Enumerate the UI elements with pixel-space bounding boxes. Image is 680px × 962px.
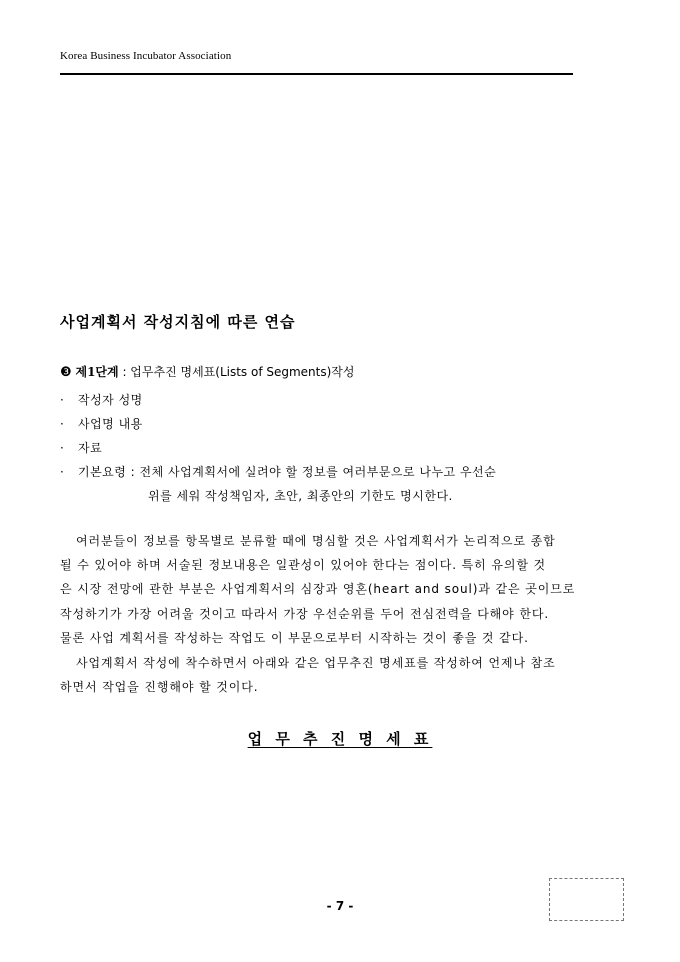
paragraph-line: 물론 사업 계획서를 작성하는 작업도 이 부문으로부터 시작하는 것이 좋을 것 같다. bbox=[60, 630, 529, 645]
list-item bbox=[60, 460, 496, 484]
paragraph-2 bbox=[60, 651, 622, 699]
paragraph-line: 사업계획서 작성에 착수하면서 아래와 같은 업무추진 명세표를 작성하여 언제나 참조 bbox=[76, 656, 556, 670]
paragraph-line: 될 수 있어야 하며 서술된 정보내용은 일관성이 있어야 한다는 점이다. 특히 유의할 것 bbox=[60, 558, 547, 573]
paragraph-1 bbox=[60, 529, 622, 650]
dashed-placeholder-box bbox=[549, 878, 624, 921]
step-text: : 업무추진 명세표(Lists of Segments)작성 bbox=[118, 365, 355, 379]
paragraph-line: 하면서 작업을 진행해야 할 것이다. bbox=[60, 680, 259, 695]
list-item-text: 작성자 성명 bbox=[78, 393, 143, 407]
bullet-dot: · bbox=[60, 441, 65, 455]
list-item-text: 사업명 내용 bbox=[78, 417, 143, 431]
bullet-dot: · bbox=[60, 393, 65, 407]
step-label: 제1단계 bbox=[75, 365, 119, 379]
list-item-continuation: 위를 세워 작성책임자, 초안, 최종안의 기한도 명시한다. bbox=[148, 489, 453, 503]
section-title: 사업계획서 작성지침에 따른 연습 bbox=[60, 313, 296, 331]
page-number: - 7 - bbox=[326, 899, 354, 913]
table-title bbox=[0, 728, 680, 749]
list-item-text: 자료 bbox=[78, 441, 103, 455]
list-item-text: 기본요령 : 전체 사업계획서에 실려야 할 정보를 여러부문으로 나누고 우선순 bbox=[78, 465, 497, 479]
list-item bbox=[60, 412, 496, 436]
step-heading bbox=[60, 363, 354, 380]
paragraph-line: 은 시장 전망에 관한 부분은 사업계획서의 심장과 영혼(heart and soul)과 같은 곳이므로 bbox=[60, 582, 576, 597]
paragraph-line: 작성하기가 가장 어려울 것이고 따라서 가장 우선순위를 두어 전심전력을 다해야 한다. bbox=[60, 606, 550, 621]
circled-three-icon: ❸ bbox=[60, 365, 72, 380]
header-rule bbox=[60, 73, 573, 75]
table-title-text: 업 무 추 진 명 세 표 bbox=[247, 730, 433, 748]
paragraph-line: 여러분들이 정보를 항목별로 분류할 때에 명심할 것은 사업계획서가 논리적으로 종합 bbox=[76, 534, 556, 548]
list-item bbox=[60, 388, 496, 412]
bullet-dot: · bbox=[60, 417, 65, 431]
header-organization: Korea Business Incubator Association bbox=[60, 50, 232, 62]
bullet-dot: · bbox=[60, 465, 65, 479]
item-list bbox=[60, 388, 496, 508]
list-item bbox=[60, 436, 496, 460]
